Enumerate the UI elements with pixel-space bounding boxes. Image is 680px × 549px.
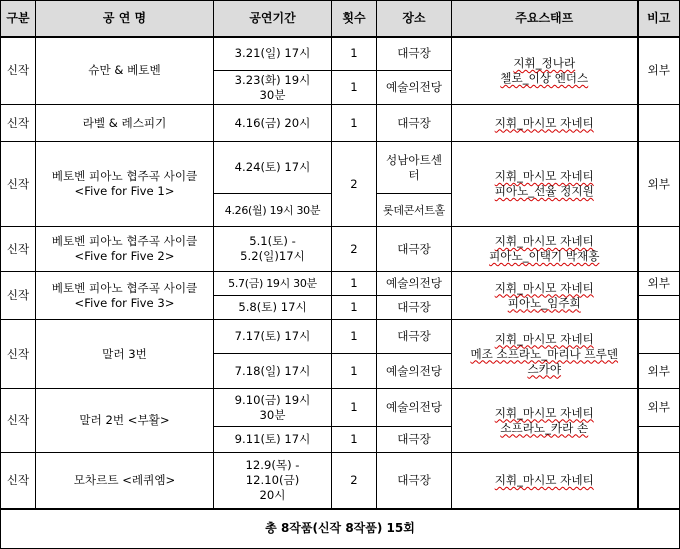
period-cell: 9.10(금) 19시 30분 <box>214 389 332 427</box>
note-cell <box>638 296 680 320</box>
table-row <box>1 389 680 427</box>
staff-line: 지휘_마시모 자네티 <box>494 115 594 130</box>
title-cell: 베토벤 피아노 협주곡 사이클 <Five for Five 1> <box>36 142 214 227</box>
staff-cell <box>452 142 638 227</box>
venue-cell: 대극장 <box>377 296 452 320</box>
period-cell: 12.9(목) - 12.10(금) 20시 <box>214 453 332 509</box>
category-cell: 신작 <box>1 389 36 453</box>
staff-cell <box>452 453 638 509</box>
note-cell: 외부 <box>638 142 680 227</box>
header-count: 횟수 <box>332 1 377 37</box>
count-cell: 1 <box>332 427 377 453</box>
title-cell: 슈만 & 베토벤 <box>36 37 214 105</box>
table-row <box>1 272 680 296</box>
category-cell: 신작 <box>1 227 36 272</box>
title-cell: 베토벤 피아노 협주곡 사이클 <Five for Five 3> <box>36 272 214 320</box>
count-cell: 2 <box>332 453 377 509</box>
staff-line: 지휘_마시모 자네티 <box>494 405 594 420</box>
period-cell: 4.16(금) 20시 <box>214 105 332 142</box>
venue-cell: 대극장 <box>377 227 452 272</box>
table-row <box>1 227 680 272</box>
staff-line: 피아노_임주희 <box>507 295 581 310</box>
header-category: 구분 <box>1 1 36 37</box>
venue-cell: 성남아트센 터 <box>377 142 452 194</box>
count-cell: 1 <box>332 389 377 427</box>
count-cell: 1 <box>332 37 377 71</box>
staff-line: 지휘_정나라 <box>513 55 576 70</box>
header-staff: 주요스태프 <box>452 1 638 37</box>
header-note: 비고 <box>638 1 680 37</box>
staff-line: 피아노_선율 정지원 <box>494 184 594 198</box>
period-cell: 7.18(일) 17시 <box>214 354 332 389</box>
category-cell: 신작 <box>1 105 36 142</box>
count-cell: 1 <box>332 320 377 354</box>
count-cell: 1 <box>332 354 377 389</box>
title-cell: 모차르트 <레퀴엠> <box>36 453 214 509</box>
note-cell <box>638 320 680 354</box>
period-cell: 5.1(토) - 5.2(일)17시 <box>214 227 332 272</box>
venue-cell: 예술의전당 <box>377 71 452 105</box>
note-cell <box>638 105 680 142</box>
note-cell <box>638 227 680 272</box>
period-cell: 5.8(토) 17시 <box>214 296 332 320</box>
table-row <box>1 105 680 142</box>
staff-cell <box>452 320 638 389</box>
staff-cell <box>452 272 638 320</box>
period-cell: 5.7(금) 19시 30분 <box>214 272 332 296</box>
note-cell: 외부 <box>638 37 680 105</box>
count-cell: 1 <box>332 296 377 320</box>
staff-cell <box>452 105 638 142</box>
venue-cell: 롯데콘서트홀 <box>377 194 452 227</box>
total-summary: 총 8작품(신작 8작품) 15회 <box>1 509 680 549</box>
staff-line: 피아노_이택기 박재홍 <box>489 249 600 263</box>
category-cell: 신작 <box>1 453 36 509</box>
staff-line: 첼로_이상 엔더스 <box>500 70 589 85</box>
staff-line: 메조 소프라노_마리나 프루덴 <box>470 346 619 361</box>
count-cell: 2 <box>332 142 377 227</box>
venue-cell: 대극장 <box>377 105 452 142</box>
staff-line: 지휘_마시모 자네티 <box>494 169 594 183</box>
table-row <box>1 142 680 194</box>
staff-line: 지휘_마시모 자네티 <box>494 280 594 295</box>
venue-cell: 대극장 <box>377 427 452 453</box>
title-cell: 말러 2번 <부활> <box>36 389 214 453</box>
category-cell: 신작 <box>1 37 36 105</box>
note-cell: 외부 <box>638 272 680 296</box>
staff-line: 스카야 <box>527 361 562 376</box>
venue-cell: 예술의전당 <box>377 354 452 389</box>
staff-cell <box>452 389 638 453</box>
table-row <box>1 320 680 354</box>
period-cell: 3.23(화) 19시 30분 <box>214 71 332 105</box>
count-cell: 1 <box>332 105 377 142</box>
staff-line: 지휘_마시모 자네티 <box>494 234 594 248</box>
staff-cell <box>452 37 638 105</box>
header-row <box>1 1 680 37</box>
count-cell: 2 <box>332 227 377 272</box>
category-cell: 신작 <box>1 320 36 389</box>
period-cell: 4.26(월) 19시 30분 <box>214 194 332 227</box>
period-cell: 3.21(일) 17시 <box>214 37 332 71</box>
title-cell: 말러 3번 <box>36 320 214 389</box>
venue-cell: 대극장 <box>377 37 452 71</box>
note-cell <box>638 453 680 509</box>
staff-cell <box>452 227 638 272</box>
staff-line: 지휘_마시모 자네티 <box>494 472 594 487</box>
note-cell: 외부 <box>638 389 680 427</box>
header-period: 공연기간 <box>214 1 332 37</box>
venue-cell: 예술의전당 <box>377 389 452 427</box>
category-cell: 신작 <box>1 272 36 320</box>
count-cell: 1 <box>332 71 377 105</box>
period-cell: 4.24(토) 17시 <box>214 142 332 194</box>
header-venue: 장소 <box>377 1 452 37</box>
period-cell: 9.11(토) 17시 <box>214 427 332 453</box>
count-cell: 1 <box>332 272 377 296</box>
header-title: 공 연 명 <box>36 1 214 37</box>
title-cell: 베토벤 피아노 협주곡 사이클 <Five for Five 2> <box>36 227 214 272</box>
staff-line: 소프라노_카라 손 <box>500 420 589 435</box>
total-row <box>1 509 680 549</box>
staff-line: 지휘_마시모 자네티 <box>494 331 594 346</box>
note-cell: 외부 <box>638 354 680 389</box>
category-cell: 신작 <box>1 142 36 227</box>
venue-cell: 대극장 <box>377 453 452 509</box>
table-row <box>1 453 680 509</box>
period-cell: 7.17(토) 17시 <box>214 320 332 354</box>
venue-cell: 예술의전당 <box>377 272 452 296</box>
title-cell: 라벨 & 레스피기 <box>36 105 214 142</box>
note-cell <box>638 427 680 453</box>
venue-cell: 대극장 <box>377 320 452 354</box>
table-row <box>1 37 680 71</box>
